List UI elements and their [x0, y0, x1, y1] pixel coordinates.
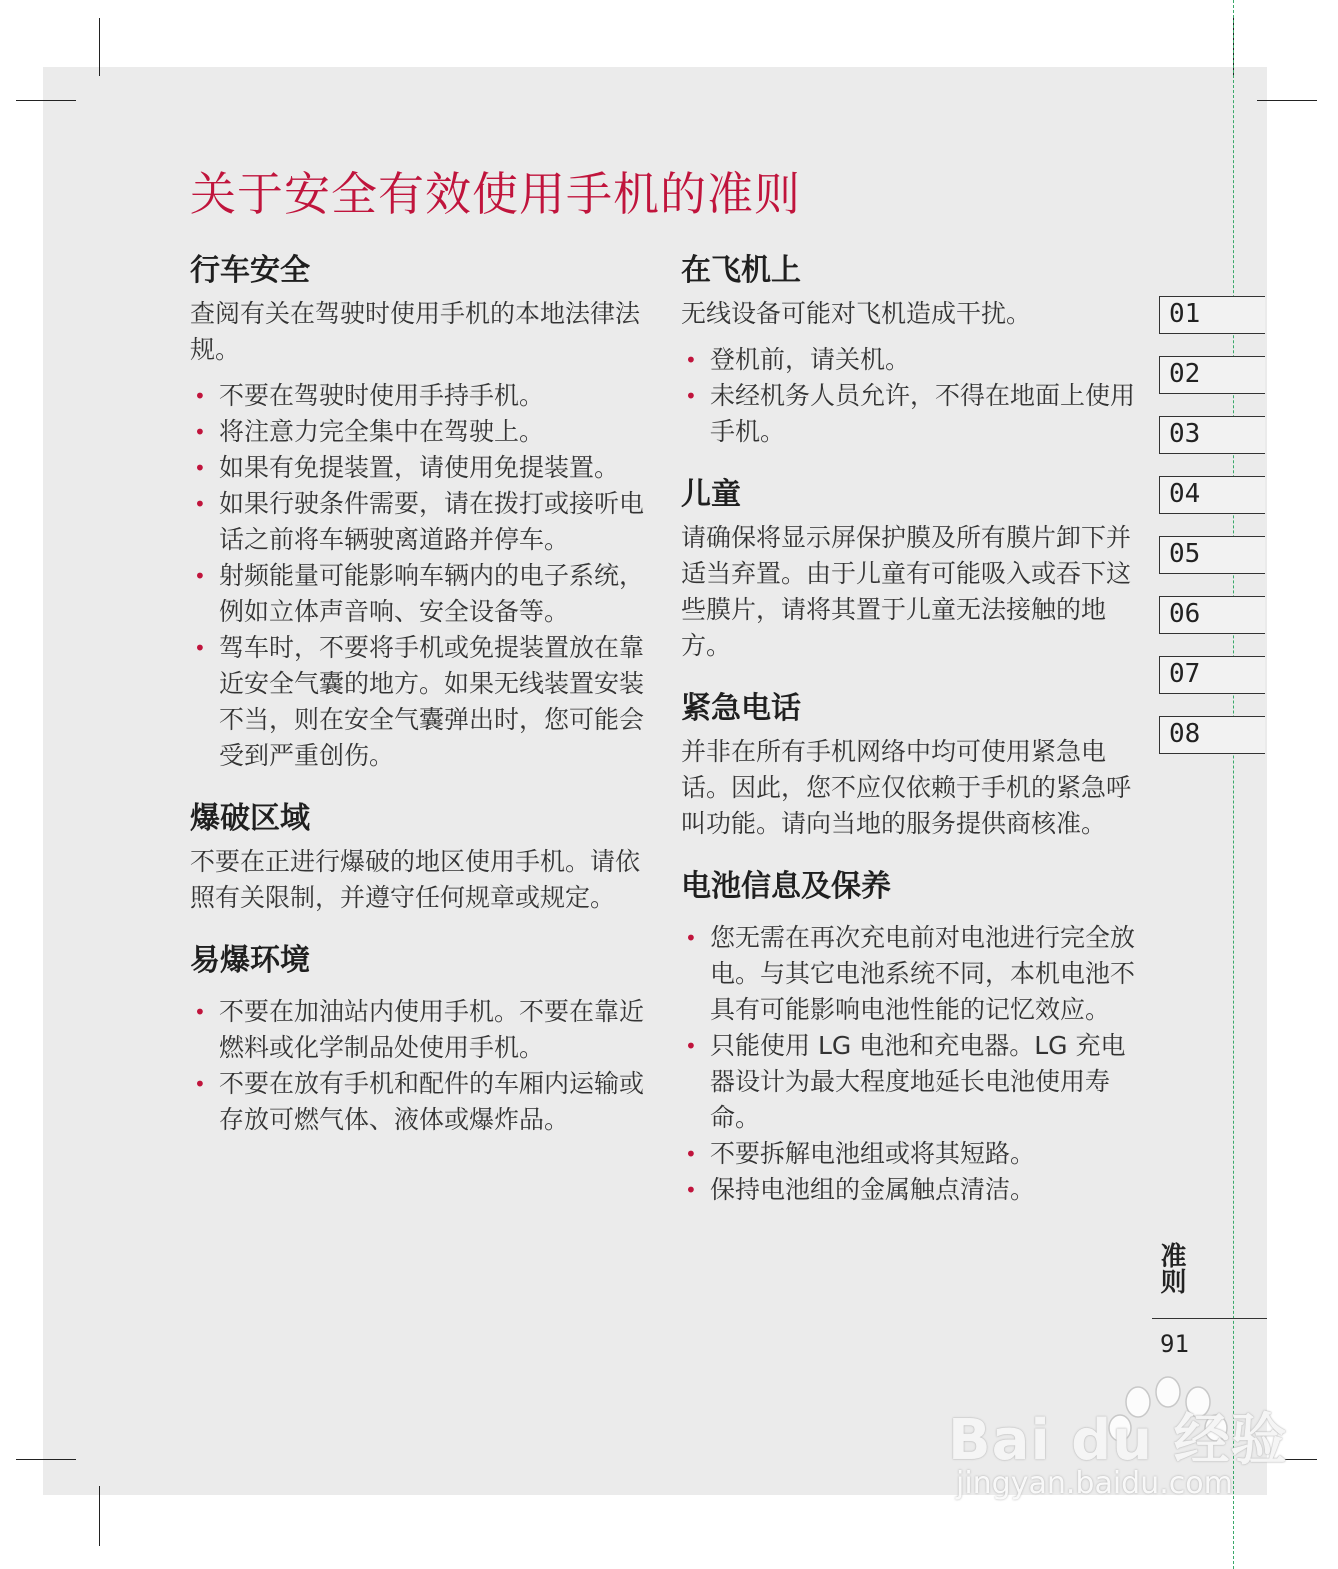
- chapter-tab-label: 01: [1169, 299, 1201, 329]
- list-item-text: 不要在驾驶时使用手持手机。: [219, 381, 545, 410]
- section-heading: 易爆环境: [190, 943, 310, 978]
- section-paragraph: 查阅有关在驾驶时使用手机的本地法律法规。: [190, 299, 641, 364]
- section: [190, 796, 645, 916]
- list-item-text: 如果行驶条件需要，请在拨打或接听电话之前将车辆驶离道路并停车。: [219, 489, 645, 554]
- bullet-icon: •: [194, 636, 206, 660]
- section: [681, 864, 1136, 1208]
- left-column: [190, 248, 645, 1138]
- right-column: [681, 248, 1136, 1208]
- bullet-icon: •: [194, 420, 206, 444]
- chapter-tab-label: 05: [1169, 539, 1201, 569]
- chapter-tab-05[interactable]: [1159, 536, 1265, 574]
- section-paragraph: 请确保将显示屏保护膜及所有膜片卸下并适当弃置。由于儿童有可能吸入或吞下这些膜片，请将其置于儿童无法接触的地方。: [681, 523, 1132, 660]
- list-item: [190, 1066, 645, 1138]
- list-item: [190, 414, 645, 450]
- list-item: [681, 920, 1136, 1028]
- section-heading: 紧急电话: [681, 691, 801, 726]
- footer-divider: [1152, 1318, 1267, 1319]
- chapter-tab-label: 04: [1169, 479, 1201, 509]
- crop-mark: [99, 1486, 100, 1546]
- list-item-text: 您无需在再次充电前对电池进行完全放电。与其它电池系统不同，本机电池不具有可能影响电池性能的记忆效应。: [710, 923, 1136, 1024]
- list-item-text: 驾车时，不要将手机或免提装置放在靠近安全气囊的地方。如果无线装置安装不当，则在安全气囊弹出时，您可能会受到严重创伤。: [219, 633, 645, 770]
- list-item: [190, 558, 645, 630]
- chapter-tab-label: 06: [1169, 599, 1201, 629]
- list-item: [190, 994, 645, 1066]
- chapter-tab-label: 07: [1169, 659, 1201, 689]
- section-paragraph: 并非在所有手机网络中均可使用紧急电话。因此，您不应仅依赖于手机的紧急呼叫功能。请向当地的服务提供商核准。: [681, 737, 1132, 838]
- list-item-text: 保持电池组的金属触点清洁。: [710, 1175, 1036, 1204]
- list-item-text: 登机前，请关机。: [710, 345, 911, 374]
- bullet-list: [190, 994, 645, 1138]
- list-item-text: 未经机务人员允许，不得在地面上使用手机。: [710, 381, 1136, 446]
- crop-mark: [16, 1459, 76, 1460]
- bullet-list: [681, 342, 1136, 450]
- section-heading: 在飞机上: [681, 253, 801, 288]
- bullet-icon: •: [685, 1142, 697, 1166]
- bullet-icon: •: [194, 1000, 206, 1024]
- list-item-text: 将注意力完全集中在驾驶上。: [219, 417, 545, 446]
- list-item: [190, 630, 645, 774]
- chapter-tab-label: 02: [1169, 359, 1201, 389]
- list-item: [681, 1172, 1136, 1208]
- bullet-icon: •: [194, 492, 206, 516]
- chapter-tab-06[interactable]: [1159, 596, 1265, 634]
- list-item-text: 不要在放有手机和配件的车厢内运输或存放可燃气体、液体或爆炸品。: [219, 1069, 645, 1134]
- page-number: 91: [1160, 1330, 1189, 1358]
- chapter-tab-label: 08: [1169, 719, 1201, 749]
- list-item-text: 不要在加油站内使用手机。不要在靠近燃料或化学制品处使用手机。: [219, 997, 645, 1062]
- bullet-icon: •: [194, 384, 206, 408]
- section: [681, 686, 1136, 842]
- bullet-icon: •: [685, 926, 697, 950]
- section-heading: 儿童: [681, 477, 741, 512]
- list-item-text: 射频能量可能影响车辆内的电子系统，例如立体声音响、安全设备等。: [219, 561, 645, 626]
- bullet-icon: •: [685, 384, 697, 408]
- section-side-label: 准则: [1156, 1242, 1186, 1294]
- chapter-tab-08[interactable]: [1159, 716, 1265, 754]
- chapter-tab-03[interactable]: [1159, 416, 1265, 454]
- section-heading: 爆破区域: [190, 801, 310, 836]
- section-paragraph: 不要在正进行爆破的地区使用手机。请依照有关限制，并遵守任何规章或规定。: [190, 847, 641, 912]
- list-item-text: 如果有免提装置，请使用免提装置。: [219, 453, 620, 482]
- chapter-tab-label: 03: [1169, 419, 1201, 449]
- section-heading: 行车安全: [190, 253, 310, 288]
- list-item: [190, 486, 645, 558]
- bullet-icon: •: [194, 1072, 206, 1096]
- section: [190, 248, 645, 774]
- crop-mark: [1257, 100, 1317, 101]
- watermark-brand: Bai du 经验: [948, 1408, 1288, 1473]
- bullet-icon: •: [685, 348, 697, 372]
- list-item: [681, 342, 1136, 378]
- section: [681, 248, 1136, 450]
- section-paragraph: 无线设备可能对飞机造成干扰。: [681, 299, 1032, 328]
- chapter-tab-01[interactable]: [1159, 296, 1265, 334]
- section: [681, 472, 1136, 664]
- section-heading: 电池信息及保养: [681, 869, 891, 904]
- bullet-icon: •: [685, 1178, 697, 1202]
- list-item-text: 不要拆解电池组或将其短路。: [710, 1139, 1036, 1168]
- watermark-url: jingyan.baidu.com: [956, 1466, 1233, 1501]
- bullet-icon: •: [194, 564, 206, 588]
- list-item-text: 只能使用 LG 电池和充电器。LG 充电器设计为最大程度地延长电池使用寿命。: [710, 1031, 1126, 1132]
- bullet-icon: •: [194, 456, 206, 480]
- chapter-tab-02[interactable]: [1159, 356, 1265, 394]
- list-item: [681, 1028, 1136, 1136]
- page-title: 关于安全有效使用手机的准则: [190, 167, 801, 221]
- crop-mark: [99, 18, 100, 76]
- bullet-list: [190, 378, 645, 774]
- crop-mark: [16, 100, 76, 101]
- bullet-list: [681, 920, 1136, 1208]
- fold-guide-line: [1233, 0, 1234, 1569]
- chapter-tab-04[interactable]: [1159, 476, 1265, 514]
- section: [190, 938, 645, 1138]
- list-item: [190, 450, 645, 486]
- list-item: [681, 1136, 1136, 1172]
- bullet-icon: •: [685, 1034, 697, 1058]
- list-item: [190, 378, 645, 414]
- chapter-tab-07[interactable]: [1159, 656, 1265, 694]
- list-item: [681, 378, 1136, 450]
